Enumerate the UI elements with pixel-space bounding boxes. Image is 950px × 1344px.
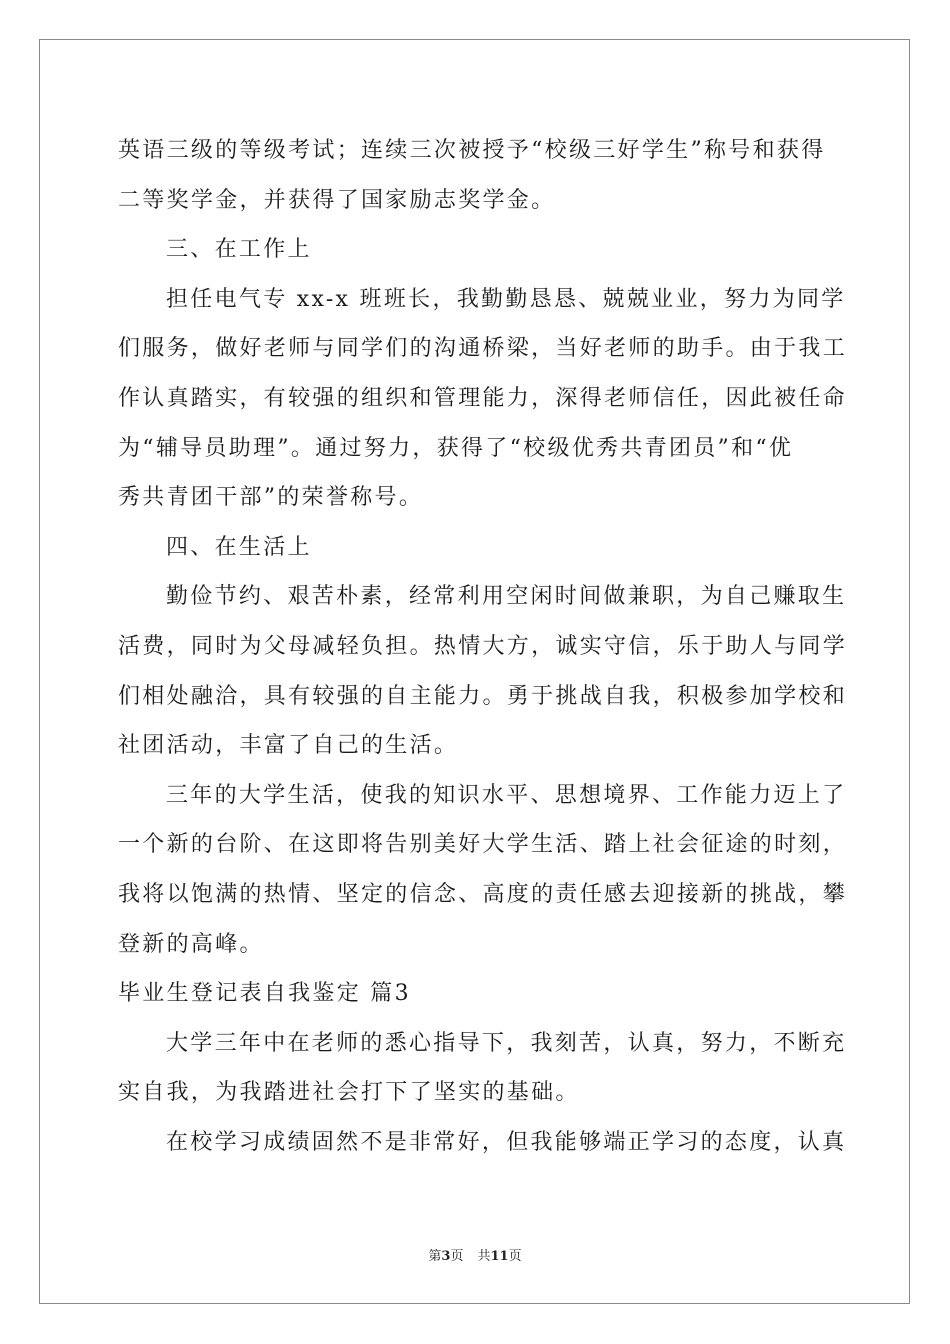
- text-line-16: 我将以饱满的热情、坚定的信念、高度的责任感去迎接新的挑战，攀: [118, 881, 848, 907]
- text-line-11: 活费，同时为父母减轻负担。热情大方，诚实守信，乐于助人与同学: [118, 633, 848, 659]
- text-line-5: 们服务，做好老师与同学们的沟通桥梁，当好老师的助手。由于我工: [118, 336, 848, 362]
- page-total: 11: [490, 1249, 509, 1264]
- section-heading-life: 四、在生活上: [166, 534, 312, 560]
- text-line-2: 二等奖学金，并获得了国家励志奖学金。: [118, 187, 556, 213]
- text-line-19: 大学三年中在老师的悉心指导下，我刻苦，认真，努力，不断充: [166, 1030, 847, 1056]
- page-suffix: 页: [450, 1249, 464, 1264]
- page-prefix: 第: [428, 1249, 442, 1264]
- text-line-20: 实自我，为我踏进社会打下了坚实的基础。: [118, 1080, 580, 1106]
- text-line-8: 秀共青团干部”的荣誉称号。: [118, 485, 424, 511]
- page-footer: [0, 1245, 950, 1264]
- text-line-15: 一个新的台阶、在这即将告别美好大学生活、踏上社会征途的时刻，: [118, 832, 848, 858]
- text-line-7: 为“辅导员助理”。通过努力，获得了“校级优秀共青团员”和“优: [118, 435, 794, 461]
- text-line-17: 登新的高峰。: [118, 931, 264, 957]
- article-title: 毕业生登记表自我鉴定 篇3: [118, 981, 411, 1007]
- text-line-4: 担任电气专 xx-x 班班长，我勤勤恳恳、兢兢业业，努力为同学: [166, 286, 846, 312]
- total-suffix: 页: [508, 1249, 522, 1264]
- text-line-10: 勤俭节约、艰苦朴素，经常利用空闲时间做兼职，为自己赚取生: [166, 584, 847, 610]
- text-line-1: 英语三级的等级考试；连续三次被授予“校级三好学生”称号和获得: [118, 138, 826, 163]
- text-line-21: 在校学习成绩固然不是非常好，但我能够端正学习的态度，认真: [166, 1129, 847, 1155]
- total-prefix: 共: [477, 1249, 491, 1264]
- text-line-14: 三年的大学生活，使我的知识水平、思想境界、工作能力迈上了: [166, 782, 847, 808]
- text-line-12: 们相处融洽，具有较强的自主能力。勇于挑战自我，积极参加学校和: [118, 683, 848, 709]
- text-line-13: 社团活动，丰富了自己的生活。: [118, 733, 459, 759]
- text-line-6: 作认真踏实，有较强的组织和管理能力，深得老师信任，因此被任命: [118, 385, 848, 411]
- document-body: [118, 126, 848, 1167]
- page-current: 3: [441, 1249, 451, 1264]
- section-heading-work: 三、在工作上: [166, 237, 312, 263]
